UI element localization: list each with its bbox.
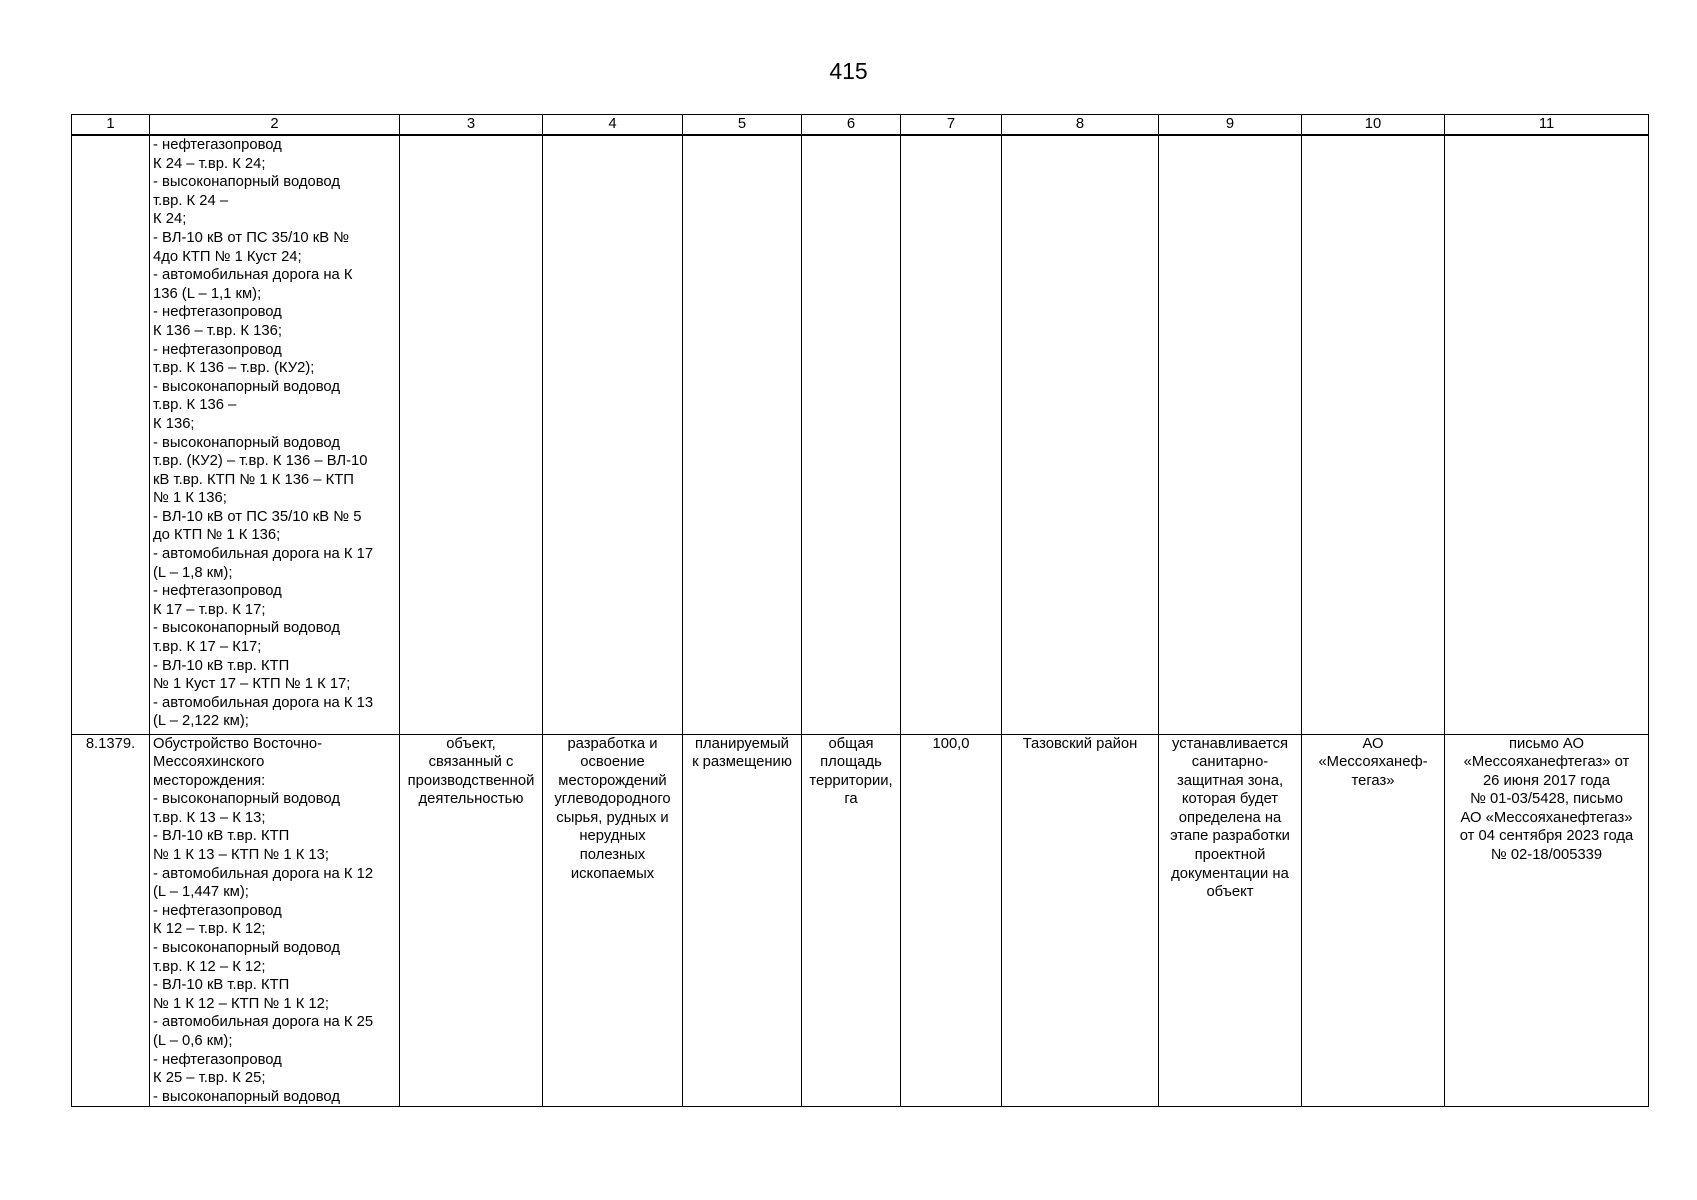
text-line: 26 июня 2017 года bbox=[1482, 772, 1611, 789]
text-line: - ВЛ-10 кВ т.вр. КТП bbox=[153, 828, 290, 845]
cell-zone bbox=[1159, 734, 1302, 1107]
text-line: - автомобильная дорога на К 25 bbox=[153, 1014, 374, 1031]
object-name-lines bbox=[153, 136, 396, 731]
text-line: письмо АО bbox=[1509, 735, 1584, 752]
column-header: 4 bbox=[543, 115, 683, 136]
text-line: - высоконапорный водовод bbox=[153, 940, 340, 957]
text-line: (L – 1,447 км); bbox=[153, 884, 249, 901]
cell-status bbox=[683, 734, 802, 1107]
text-line: - нефтегазопровод bbox=[153, 583, 282, 600]
text-line: защитная зона, bbox=[1176, 772, 1284, 789]
text-line: № 1 Куст 17 – КТП № 1 К 17; bbox=[153, 676, 351, 693]
text-line: полезных bbox=[579, 847, 646, 864]
text-line: т.вр. К 136 – т.вр. (КУ2); bbox=[153, 360, 315, 377]
column-header: 7 bbox=[901, 115, 1002, 136]
text-line: - высоконапорный водовод bbox=[153, 434, 340, 451]
text-line: - высоконапорный водовод bbox=[153, 378, 340, 395]
column-header: 11 bbox=[1445, 115, 1649, 136]
text-line: Мессояхинского bbox=[153, 754, 265, 771]
text-line: - автомобильная дорога на К 12 bbox=[153, 865, 374, 882]
zone-lines bbox=[1162, 735, 1298, 902]
text-line: - ВЛ-10 кВ т.вр. КТП bbox=[153, 977, 290, 994]
text-line: № 1 К 13 – КТП № 1 К 13; bbox=[153, 847, 329, 864]
characteristic-lines bbox=[805, 735, 897, 809]
cell-empty bbox=[543, 135, 683, 734]
text-line: 4до КТП № 1 Куст 24; bbox=[153, 248, 302, 265]
registry-table bbox=[71, 114, 1649, 1107]
text-line: определена на bbox=[1178, 809, 1282, 826]
text-line: площадь bbox=[820, 754, 882, 771]
text-line: планируемый bbox=[695, 735, 789, 752]
text-line: (L – 1,8 км); bbox=[153, 564, 233, 581]
text-line: месторождений bbox=[558, 772, 667, 789]
text-line: (L – 0,6 км); bbox=[153, 1033, 233, 1049]
text-line: нерудных bbox=[579, 828, 646, 845]
table-row-continuation bbox=[72, 135, 1649, 734]
object-name-lines bbox=[153, 735, 396, 1107]
cell-empty bbox=[802, 135, 901, 734]
text-line: т.вр. К 13 – К 13; bbox=[153, 809, 266, 826]
text-line: - ВЛ-10 кВ от ПС 35/10 кВ № 5 bbox=[153, 508, 362, 525]
cell-empty bbox=[1159, 135, 1302, 734]
text-line: т.вр. К 24 – bbox=[153, 192, 229, 209]
text-line: до КТП № 1 К 136; bbox=[153, 527, 281, 544]
cell-row-number: 8.1379. bbox=[72, 734, 150, 1107]
cell-basis bbox=[1445, 734, 1649, 1107]
text-line: разработка и bbox=[567, 735, 658, 752]
cell-organization bbox=[1302, 734, 1445, 1107]
text-line: - нефтегазопровод bbox=[153, 341, 282, 358]
cell-empty bbox=[1302, 135, 1445, 734]
text-line: АО «Мессояханефтегаз» bbox=[1460, 809, 1633, 826]
text-line: № 1 К 12 – КТП № 1 К 12; bbox=[153, 995, 329, 1012]
text-line: объект, bbox=[446, 735, 496, 752]
text-line: К 136; bbox=[153, 415, 195, 432]
text-line: общая bbox=[828, 735, 874, 752]
table-row bbox=[72, 734, 1649, 1107]
text-line: кВ т.вр. КТП № 1 К 136 – КТП bbox=[153, 471, 354, 488]
header-row bbox=[72, 115, 1649, 136]
cell-characteristic bbox=[802, 734, 901, 1107]
cell-location: Тазовский район bbox=[1002, 734, 1159, 1107]
text-line: - ВЛ-10 кВ т.вр. КТП bbox=[153, 657, 290, 674]
cell-empty bbox=[683, 135, 802, 734]
text-line: ископаемых bbox=[570, 865, 655, 882]
text-line: (L – 2,122 км); bbox=[153, 713, 249, 730]
text-line: территории, bbox=[809, 772, 893, 789]
text-line: т.вр. (КУ2) – т.вр. К 136 – ВЛ-10 bbox=[153, 453, 368, 470]
cell-object-name bbox=[150, 135, 400, 734]
cell-empty bbox=[400, 135, 543, 734]
object-type-lines bbox=[403, 735, 539, 809]
text-line: - ВЛ-10 кВ от ПС 35/10 кВ № bbox=[153, 229, 350, 246]
text-line: - автомобильная дорога на К bbox=[153, 267, 353, 284]
column-header: 9 bbox=[1159, 115, 1302, 136]
text-line: документации на bbox=[1171, 865, 1289, 882]
text-line: № 01-03/5428, письмо bbox=[1470, 791, 1623, 808]
text-line: - высоконапорный водовод bbox=[153, 1088, 340, 1105]
organization-lines bbox=[1305, 735, 1441, 791]
text-line: т.вр. К 12 – К 12; bbox=[153, 958, 266, 975]
column-header: 8 bbox=[1002, 115, 1159, 136]
text-line: которая будет bbox=[1181, 791, 1279, 808]
text-line: № 02-18/005339 bbox=[1490, 847, 1603, 864]
text-line: связанный с bbox=[428, 754, 514, 771]
text-line: - автомобильная дорога на К 17 bbox=[153, 546, 374, 563]
text-line: - автомобильная дорога на К 13 bbox=[153, 694, 374, 711]
purpose-lines bbox=[546, 735, 679, 884]
text-line: К 25 – т.вр. К 25; bbox=[153, 1070, 266, 1087]
text-line: «Мессояханеф- bbox=[1318, 754, 1428, 771]
text-line: деятельностью bbox=[418, 791, 524, 808]
text-line: К 136 – т.вр. К 136; bbox=[153, 322, 282, 339]
text-line: - нефтегазопровод bbox=[153, 1051, 282, 1068]
text-line: производственной bbox=[407, 772, 535, 789]
text-line: объект bbox=[1206, 884, 1254, 901]
text-line: 136 (L – 1,1 км); bbox=[153, 285, 262, 302]
cell-area-value: 100,0 bbox=[901, 734, 1002, 1107]
text-line: «Мессояханефтегаз» от bbox=[1463, 754, 1630, 771]
text-line: - высоконапорный водовод bbox=[153, 620, 340, 637]
cell-purpose bbox=[543, 734, 683, 1107]
text-line: - нефтегазопровод bbox=[153, 137, 282, 153]
cell-number bbox=[72, 135, 150, 734]
cell-empty bbox=[901, 135, 1002, 734]
text-line: АО bbox=[1362, 735, 1384, 752]
column-header: 5 bbox=[683, 115, 802, 136]
cell-empty bbox=[1002, 135, 1159, 734]
column-header: 2 bbox=[150, 115, 400, 136]
cell-object-name bbox=[150, 734, 400, 1107]
text-line: га bbox=[844, 791, 858, 808]
column-header: 10 bbox=[1302, 115, 1445, 136]
text-line: от 04 сентября 2023 года bbox=[1459, 828, 1634, 845]
text-line: - нефтегазопровод bbox=[153, 304, 282, 321]
text-line: освоение bbox=[580, 754, 645, 771]
text-line: - высоконапорный водовод bbox=[153, 174, 340, 191]
text-line: К 17 – т.вр. К 17; bbox=[153, 601, 266, 618]
text-line: - высоконапорный водовод bbox=[153, 791, 340, 808]
column-header: 3 bbox=[400, 115, 543, 136]
text-line: Обустройство Восточно- bbox=[153, 735, 323, 752]
text-line: санитарно- bbox=[1191, 754, 1269, 771]
text-line: - нефтегазопровод bbox=[153, 902, 282, 919]
column-header: 1 bbox=[72, 115, 150, 136]
text-line: сырья, рудных и bbox=[556, 809, 669, 826]
text-line: устанавливается bbox=[1172, 735, 1288, 752]
text-line: К 12 – т.вр. К 12; bbox=[153, 921, 266, 938]
text-line: тегаз» bbox=[1351, 772, 1395, 789]
text-line: К 24 – т.вр. К 24; bbox=[153, 155, 266, 172]
cell-object-type bbox=[400, 734, 543, 1107]
column-header: 6 bbox=[802, 115, 901, 136]
cell-empty bbox=[1445, 135, 1649, 734]
page-number: 415 bbox=[829, 58, 868, 84]
text-line: углеводородного bbox=[554, 791, 671, 808]
text-line: К 24; bbox=[153, 211, 187, 228]
text-line: этапе разработки bbox=[1170, 828, 1290, 845]
basis-lines bbox=[1448, 735, 1645, 865]
text-line: месторождения: bbox=[153, 772, 266, 789]
text-line: проектной bbox=[1194, 847, 1266, 864]
text-line: т.вр. К 17 – К17; bbox=[153, 639, 262, 656]
text-line: № 1 К 136; bbox=[153, 490, 227, 507]
text-line: к размещению bbox=[692, 754, 792, 771]
status-lines bbox=[686, 735, 798, 772]
text-line: т.вр. К 136 – bbox=[153, 397, 237, 414]
